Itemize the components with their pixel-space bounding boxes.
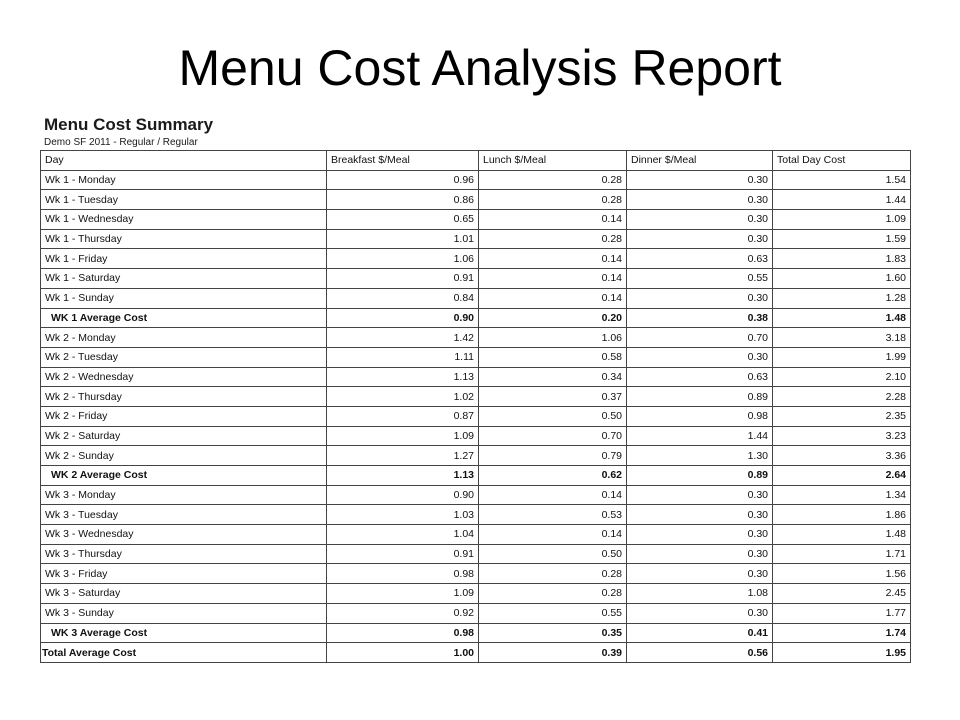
cell-dinner: 0.30 [627, 505, 773, 525]
cell-lunch: 0.53 [479, 505, 627, 525]
cell-breakfast: 0.87 [327, 406, 479, 426]
cell-lunch: 0.62 [479, 466, 627, 486]
cell-breakfast: 0.90 [327, 308, 479, 328]
cell-total: 1.44 [773, 190, 911, 210]
table-row [41, 269, 911, 289]
cell-total: 1.34 [773, 485, 911, 505]
column-header-total: Total Day Cost [773, 151, 911, 171]
cell-day: Wk 2 - Thursday [41, 387, 327, 407]
cell-lunch: 0.35 [479, 623, 627, 643]
cell-total: 1.86 [773, 505, 911, 525]
cell-total: 2.10 [773, 367, 911, 387]
table-row [41, 584, 911, 604]
cell-total: 1.48 [773, 308, 911, 328]
cell-breakfast: 1.04 [327, 525, 479, 545]
cell-day: Wk 1 - Friday [41, 249, 327, 269]
cell-day: Wk 3 - Thursday [41, 544, 327, 564]
cell-day: Wk 3 - Tuesday [41, 505, 327, 525]
cell-total: 2.28 [773, 387, 911, 407]
cell-dinner: 1.30 [627, 446, 773, 466]
cell-total: 1.95 [773, 643, 911, 663]
total-average-row [41, 643, 911, 663]
cell-day: Wk 3 - Friday [41, 564, 327, 584]
cell-breakfast: 1.42 [327, 328, 479, 348]
cell-lunch: 0.39 [479, 643, 627, 663]
cell-lunch: 0.37 [479, 387, 627, 407]
table-row [41, 446, 911, 466]
cell-dinner: 0.30 [627, 603, 773, 623]
week-average-row [41, 623, 911, 643]
cell-breakfast: 1.00 [327, 643, 479, 663]
cell-breakfast: 1.09 [327, 584, 479, 604]
cell-dinner: 0.41 [627, 623, 773, 643]
table-row [41, 544, 911, 564]
cell-day: Wk 1 - Saturday [41, 269, 327, 289]
menu-cost-table [40, 150, 911, 663]
table-row [41, 328, 911, 348]
cell-dinner: 0.30 [627, 525, 773, 545]
cell-dinner: 0.89 [627, 466, 773, 486]
cell-total: 1.74 [773, 623, 911, 643]
column-header-lunch: Lunch $/Meal [479, 151, 627, 171]
table-row [41, 564, 911, 584]
table-row [41, 603, 911, 623]
cell-dinner: 0.98 [627, 406, 773, 426]
cell-day: Wk 3 - Sunday [41, 603, 327, 623]
slide-title: Menu Cost Analysis Report [178, 40, 782, 96]
column-header-dinner: Dinner $/Meal [627, 151, 773, 171]
cell-lunch: 1.06 [479, 328, 627, 348]
cell-lunch: 0.55 [479, 603, 627, 623]
cell-lunch: 0.50 [479, 406, 627, 426]
cell-lunch: 0.14 [479, 210, 627, 230]
cell-breakfast: 0.90 [327, 485, 479, 505]
cell-breakfast: 0.91 [327, 269, 479, 289]
cell-lunch: 0.28 [479, 584, 627, 604]
cell-lunch: 0.14 [479, 288, 627, 308]
cell-lunch: 0.14 [479, 269, 627, 289]
cell-day: Wk 3 - Saturday [41, 584, 327, 604]
cell-total: 2.64 [773, 466, 911, 486]
cell-breakfast: 0.65 [327, 210, 479, 230]
table-row [41, 210, 911, 230]
cell-dinner: 0.30 [627, 170, 773, 190]
cell-breakfast: 0.98 [327, 623, 479, 643]
cell-breakfast: 0.96 [327, 170, 479, 190]
report-subheading: Demo SF 2011 - Regular / Regular [44, 137, 198, 148]
cell-day: Wk 1 - Thursday [41, 229, 327, 249]
table-row [41, 249, 911, 269]
cell-day: WK 2 Average Cost [41, 466, 327, 486]
table-row [41, 426, 911, 446]
cell-total: 1.83 [773, 249, 911, 269]
table-row [41, 170, 911, 190]
table-body [41, 170, 911, 662]
cell-day: Wk 2 - Monday [41, 328, 327, 348]
table-row [41, 505, 911, 525]
cell-dinner: 0.30 [627, 229, 773, 249]
cell-breakfast: 0.98 [327, 564, 479, 584]
cell-breakfast: 0.86 [327, 190, 479, 210]
table-row [41, 367, 911, 387]
table-row [41, 406, 911, 426]
cell-dinner: 0.63 [627, 249, 773, 269]
cell-day: Wk 2 - Saturday [41, 426, 327, 446]
cell-dinner: 0.89 [627, 387, 773, 407]
table-row [41, 485, 911, 505]
cell-dinner: 0.55 [627, 269, 773, 289]
cell-total: 1.56 [773, 564, 911, 584]
cell-lunch: 0.34 [479, 367, 627, 387]
table-row [41, 525, 911, 545]
cell-breakfast: 1.13 [327, 367, 479, 387]
cell-lunch: 0.50 [479, 544, 627, 564]
cell-day: Wk 1 - Sunday [41, 288, 327, 308]
cell-lunch: 0.28 [479, 170, 627, 190]
cell-total: 1.71 [773, 544, 911, 564]
week-average-row [41, 308, 911, 328]
table-row [41, 190, 911, 210]
table-row [41, 387, 911, 407]
cell-dinner: 0.30 [627, 347, 773, 367]
table-row [41, 229, 911, 249]
cell-dinner: 0.30 [627, 564, 773, 584]
cell-lunch: 0.14 [479, 485, 627, 505]
cell-total: 1.60 [773, 269, 911, 289]
cell-breakfast: 1.02 [327, 387, 479, 407]
cell-day: Wk 2 - Tuesday [41, 347, 327, 367]
cell-total: 1.77 [773, 603, 911, 623]
cell-day: WK 3 Average Cost [41, 623, 327, 643]
cell-day: Wk 1 - Monday [41, 170, 327, 190]
cell-lunch: 0.28 [479, 190, 627, 210]
cell-dinner: 0.30 [627, 190, 773, 210]
cell-total: 2.35 [773, 406, 911, 426]
column-header-breakfast: Breakfast $/Meal [327, 151, 479, 171]
cell-dinner: 0.30 [627, 210, 773, 230]
cell-breakfast: 0.91 [327, 544, 479, 564]
cell-dinner: 1.08 [627, 584, 773, 604]
cell-dinner: 0.30 [627, 544, 773, 564]
cell-total: 1.28 [773, 288, 911, 308]
cell-lunch: 0.79 [479, 446, 627, 466]
cell-breakfast: 1.13 [327, 466, 479, 486]
cell-breakfast: 1.03 [327, 505, 479, 525]
cell-breakfast: 1.11 [327, 347, 479, 367]
cell-breakfast: 1.06 [327, 249, 479, 269]
cell-day: Wk 2 - Wednesday [41, 367, 327, 387]
cell-day: Wk 3 - Wednesday [41, 525, 327, 545]
cell-breakfast: 0.92 [327, 603, 479, 623]
cell-lunch: 0.20 [479, 308, 627, 328]
table-row [41, 347, 911, 367]
cell-dinner: 0.70 [627, 328, 773, 348]
cell-total: 3.23 [773, 426, 911, 446]
cell-day: Wk 1 - Tuesday [41, 190, 327, 210]
cell-lunch: 0.14 [479, 525, 627, 545]
cell-lunch: 0.28 [479, 564, 627, 584]
report-heading: Menu Cost Summary [44, 115, 214, 134]
cell-breakfast: 1.09 [327, 426, 479, 446]
table-row [41, 288, 911, 308]
cell-breakfast: 0.84 [327, 288, 479, 308]
cell-total: 2.45 [773, 584, 911, 604]
cell-day: Wk 3 - Monday [41, 485, 327, 505]
cell-dinner: 0.56 [627, 643, 773, 663]
column-header-day: Day [41, 151, 327, 171]
report-panel [40, 114, 910, 663]
cell-total: 3.18 [773, 328, 911, 348]
cell-lunch: 0.14 [479, 249, 627, 269]
week-average-row [41, 466, 911, 486]
cell-total: 1.59 [773, 229, 911, 249]
cell-dinner: 0.30 [627, 288, 773, 308]
cell-day: WK 1 Average Cost [41, 308, 327, 328]
cell-dinner: 0.63 [627, 367, 773, 387]
cell-dinner: 0.30 [627, 485, 773, 505]
cell-day: Wk 2 - Sunday [41, 446, 327, 466]
cell-breakfast: 1.01 [327, 229, 479, 249]
cell-total: 1.99 [773, 347, 911, 367]
cell-total: 1.48 [773, 525, 911, 545]
cell-total: 1.54 [773, 170, 911, 190]
table-header-row [41, 151, 911, 171]
cell-dinner: 0.38 [627, 308, 773, 328]
cell-lunch: 0.70 [479, 426, 627, 446]
cell-day: Total Average Cost [41, 643, 327, 663]
cell-total: 1.09 [773, 210, 911, 230]
cell-day: Wk 2 - Friday [41, 406, 327, 426]
cell-breakfast: 1.27 [327, 446, 479, 466]
cell-day: Wk 1 - Wednesday [41, 210, 327, 230]
cell-lunch: 0.58 [479, 347, 627, 367]
cell-dinner: 1.44 [627, 426, 773, 446]
cell-total: 3.36 [773, 446, 911, 466]
cell-lunch: 0.28 [479, 229, 627, 249]
